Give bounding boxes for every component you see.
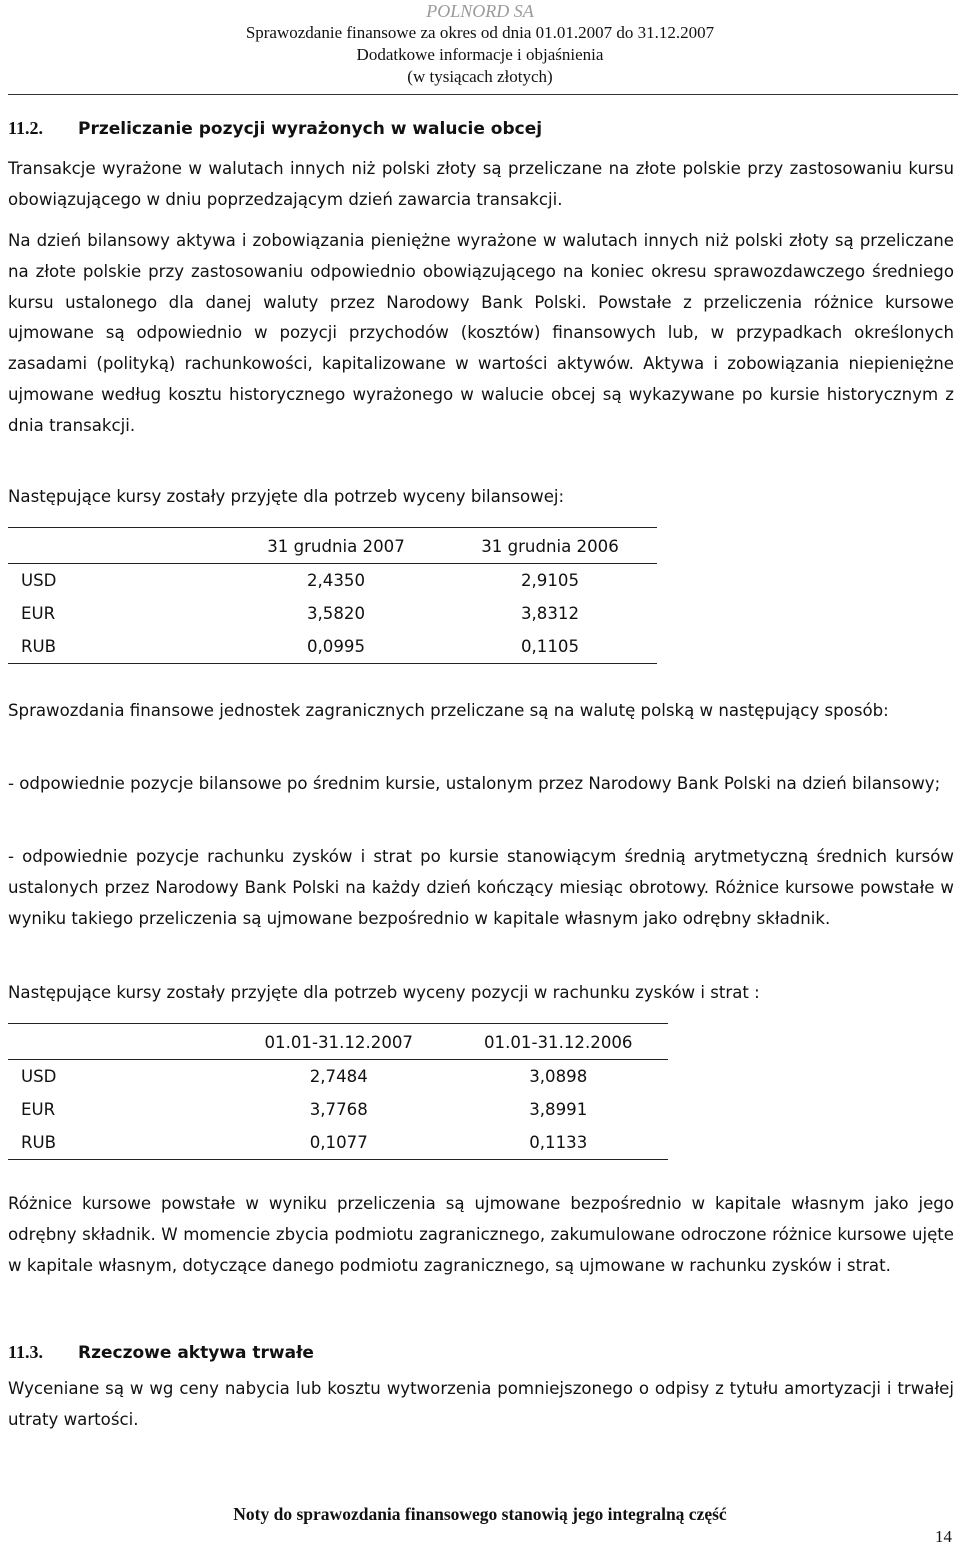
rate-value: 2,7484 — [309, 1067, 368, 1086]
rate-value: 0,0995 — [229, 630, 443, 664]
column-header: 01.01-31.12.2006 — [449, 1026, 669, 1060]
page-number: 14 — [935, 1527, 952, 1546]
currency-code: USD — [21, 571, 57, 590]
section-title: Przeliczanie pozycji wyrażonych w walucie obcej — [78, 119, 543, 139]
section-heading-11-3 — [8, 1342, 314, 1363]
report-title: Sprawozdanie finansowe za okres od dnia 01.01.2007 do 31.12.2007 — [245, 23, 715, 42]
column-header: 01.01-31.12.2007 — [229, 1026, 449, 1060]
paragraph-balance-date: Na dzień bilansowy aktywa i zobowiązania pieniężne wyrażone w walutach innych niż polski złoty są przeliczane na złote polskie przy zastosowaniu odpowiednio obowiązującego na koniec okresu sprawozdawczego średniego kursu ustalonego dla danej waluty przez Narodowy Bank Polski. Powstałe z przeliczenia różnice kursowe ujmowane są odpowiednio w pozycji przychodów (kosztów) finansowych lub, w przypadkach określonych zasadami (polityką) rachunkowości, kapitalizowane w wartości aktywów. Aktywa i zobowiązania niepieniężne ujmowane według kosztu historycznego wyrażonego w walucie obcej są wykazywane po kursie historycznym z dnia transakcji. — [8, 231, 954, 435]
table-row — [8, 564, 657, 598]
table-row — [8, 1060, 668, 1094]
paragraph-income-items: - odpowiednie pozycje rachunku zysków i strat po kursie stanowiącym średnią arytmetyczną średnich kursów ustalonych przez Narodowy Bank Polski na każdy dzień kończący miesiąc obrotowy. Różnice kursowe powstałe w wyniku takiego przeliczenia są ujmowane bezpośrednio w kapitale własnym jako odrębny składnik. — [8, 847, 954, 928]
footer-note: Noty do sprawozdania finansowego stanowią jego integralną część — [233, 1504, 727, 1524]
table-top-rule — [8, 527, 657, 528]
rate-value: 3,5820 — [306, 604, 366, 623]
currency-code: RUB — [8, 1126, 229, 1160]
section-title: Rzeczowe aktywa trwałe — [78, 1343, 314, 1363]
paragraph-rates-intro: Następujące kursy zostały przyjęte dla potrzeb wyceny bilansowej: — [8, 487, 565, 506]
balance-rates-table — [8, 530, 657, 664]
paragraph-transactions: Transakcje wyrażone w walutach innych niż polski złoty są przeliczane na złote polskie przy zastosowaniu kursu obowiązującego w dniu poprzedzającym dzień zawarcia transakcji. — [8, 159, 954, 209]
income-rates-table — [8, 1026, 668, 1160]
column-header: 31 grudnia 2007 — [229, 530, 443, 564]
rate-value: 3,8991 — [529, 1100, 588, 1119]
rate-value: 2,4350 — [306, 571, 366, 590]
table-row — [8, 597, 657, 630]
rate-value: 3,8312 — [520, 604, 580, 623]
report-subtitle: Dodatkowe informacje i objaśnienia — [356, 45, 604, 64]
section-number: 11.3. — [8, 1342, 44, 1362]
rate-value: 2,9105 — [520, 571, 580, 590]
table-row — [8, 630, 657, 664]
table-row — [8, 1093, 668, 1126]
column-header: 31 grudnia 2006 — [443, 530, 657, 564]
rate-value: 3,7768 — [309, 1100, 368, 1119]
company-name: POLNORD SA — [426, 1, 534, 21]
table-header-row — [8, 1026, 668, 1060]
section-number: 11.2. — [8, 118, 44, 138]
rate-value: 0,1105 — [443, 630, 657, 664]
currency-code: USD — [21, 1067, 57, 1086]
paragraph-foreign-entities: Sprawozdania finansowe jednostek zagranicznych przeliczane są na walutę polską w następujący sposób: — [8, 701, 889, 720]
table-row — [8, 1126, 668, 1160]
paragraph-fixed-assets: Wyceniane są w wg ceny nabycia lub kosztu wytworzenia pomniejszonego o odpisy z tytułu amortyzacji i trwałej utraty wartości. — [8, 1379, 954, 1429]
document-header — [0, 0, 960, 88]
currency-code: EUR — [21, 1100, 56, 1119]
paragraph-exchange-differences: Różnice kursowe powstałe w wyniku przeliczenia są ujmowane bezpośrednio w kapitale własnym jako jego odrębny składnik. W momencie zbycia podmiotu zagranicznego, zakumulowane odroczone różnice kursowe ujęte w kapitale własnym, dotyczące danego podmiotu zagranicznego, są ujmowane w rachunku zysków i strat. — [8, 1194, 954, 1275]
currency-code: EUR — [21, 604, 56, 623]
header-divider — [8, 94, 958, 95]
section-heading-11-2 — [8, 118, 542, 139]
rate-value: 0,1077 — [229, 1126, 449, 1160]
paragraph-balance-items: - odpowiednie pozycje bilansowe po średnim kursie, ustalonym przez Narodowy Bank Polski na dzień bilansowy; — [8, 774, 941, 793]
currency-code: RUB — [8, 630, 229, 664]
paragraph-income-rates-intro: Następujące kursy zostały przyjęte dla potrzeb wyceny pozycji w rachunku zysków i strat : — [8, 983, 760, 1002]
table-top-rule — [8, 1023, 668, 1024]
rate-value: 0,1133 — [449, 1126, 669, 1160]
rate-value: 3,0898 — [529, 1067, 588, 1086]
units-note: (w tysiącach złotych) — [407, 67, 553, 86]
table-header-row — [8, 530, 657, 564]
